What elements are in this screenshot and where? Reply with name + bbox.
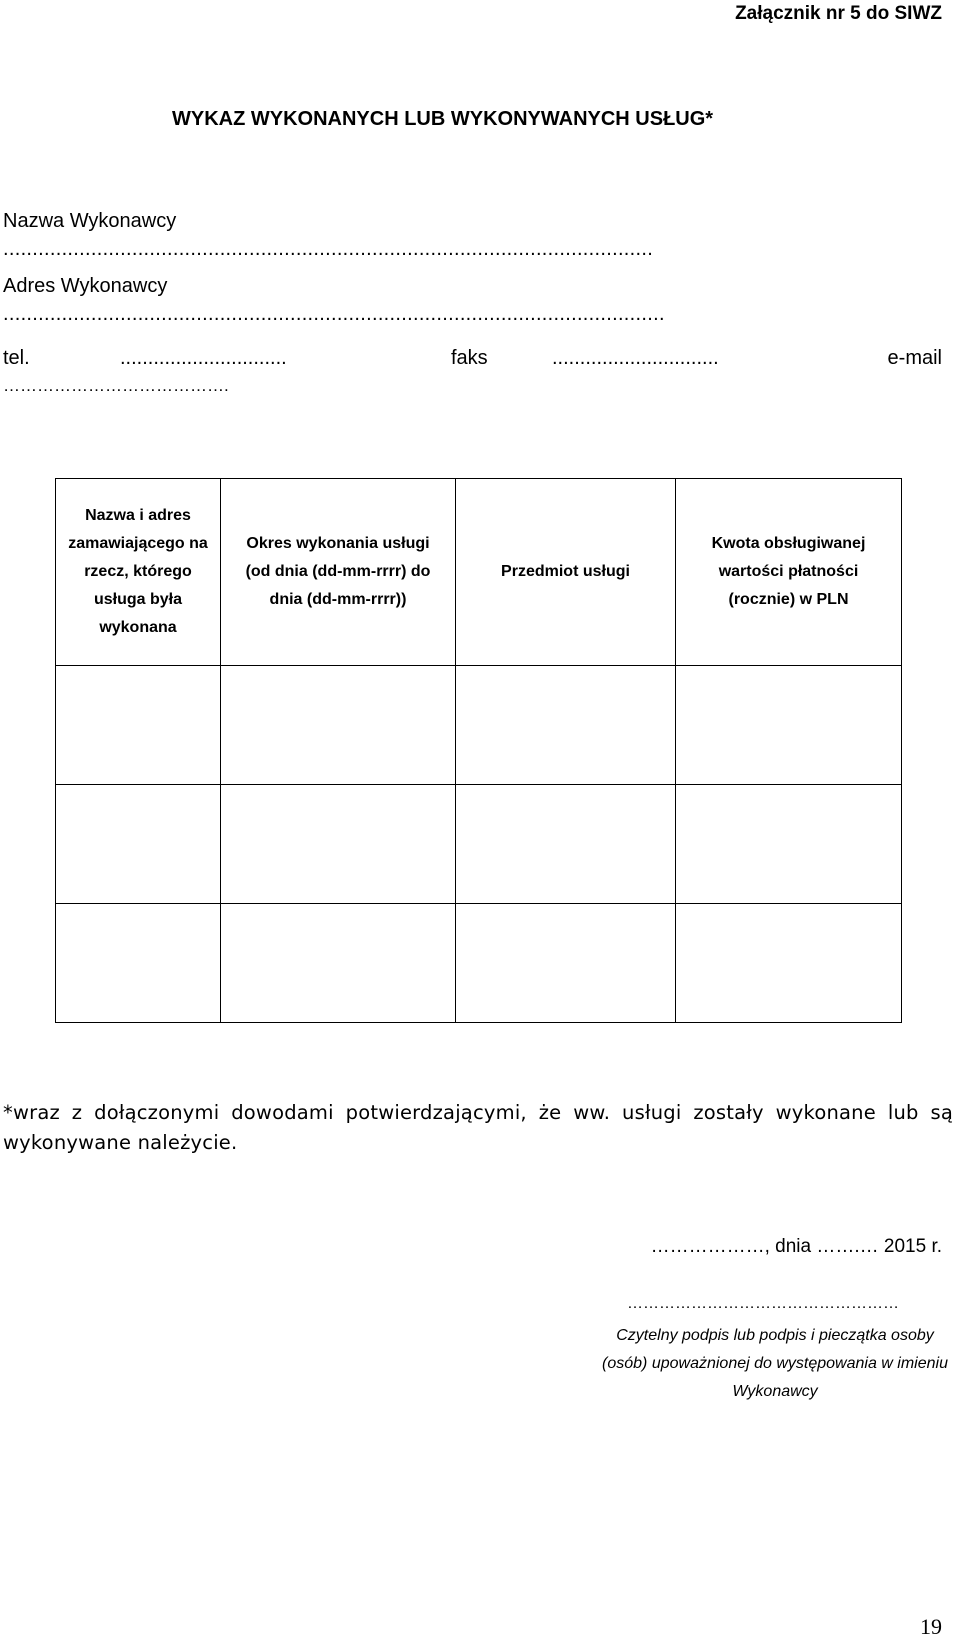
header-subject: Przedmiot usługi <box>456 479 676 666</box>
table-cell[interactable] <box>456 904 676 1023</box>
table-row <box>56 666 902 785</box>
table-cell[interactable] <box>221 785 456 904</box>
table-cell[interactable] <box>56 666 221 785</box>
table-cell[interactable] <box>221 666 456 785</box>
table-row <box>56 904 902 1023</box>
page-number: 19 <box>920 1614 942 1639</box>
table-cell[interactable] <box>56 785 221 904</box>
contractor-address-dots: ................................................................................................................. <box>3 303 665 325</box>
contractor-address-label: Adres Wykonawcy <box>3 275 168 297</box>
table-header-row <box>56 479 902 666</box>
date-line: ………………, dnia …….… 2015 r. <box>650 1236 942 1257</box>
table-cell[interactable] <box>676 666 902 785</box>
contractor-name-label: Nazwa Wykonawcy <box>3 210 177 232</box>
signature-dots: …………………………………………… <box>627 1295 899 1312</box>
table-cell[interactable] <box>56 904 221 1023</box>
table-row <box>56 785 902 904</box>
footnote: *wraz z dołączonymi dowodami potwierdzającymi, że ww. usługi zostały wykonane lub są wykonywane należycie. <box>3 1101 953 1154</box>
contractor-name-dots: ............................................................................................................... <box>3 238 654 260</box>
table-cell[interactable] <box>456 666 676 785</box>
document-title: WYKAZ WYKONANYCH LUB WYKONYWANYCH USŁUG* <box>172 108 714 130</box>
services-table <box>55 478 902 1023</box>
header-amount: Kwota obsługiwanej wartości płatności (rocznie) w PLN <box>676 479 902 666</box>
fax-dots: .............................. <box>552 347 719 369</box>
table-cell[interactable] <box>676 785 902 904</box>
header-period: Okres wykonania usługi (od dnia (dd-mm-rrrr) do dnia (dd-mm-rrrr)) <box>221 479 456 666</box>
table-cell[interactable] <box>221 904 456 1023</box>
fax-label: faks <box>451 347 488 369</box>
annex-label: Załącznik nr 5 do SIWZ <box>735 3 942 24</box>
table-cell[interactable] <box>456 785 676 904</box>
email-dots: …………………………………. <box>3 376 229 395</box>
header-client: Nazwa i adres zamawiającego na rzecz, którego usługa była wykonana <box>56 479 221 666</box>
tel-dots: .............................. <box>120 347 287 369</box>
signature-caption: Czytelny podpis lub podpis i pieczątka osoby (osób) upoważnionej do występowania w imieniu Wykonawcy <box>602 1327 948 1400</box>
email-label: e-mail <box>887 347 942 369</box>
tel-label: tel. <box>3 347 30 369</box>
table-cell[interactable] <box>676 904 902 1023</box>
